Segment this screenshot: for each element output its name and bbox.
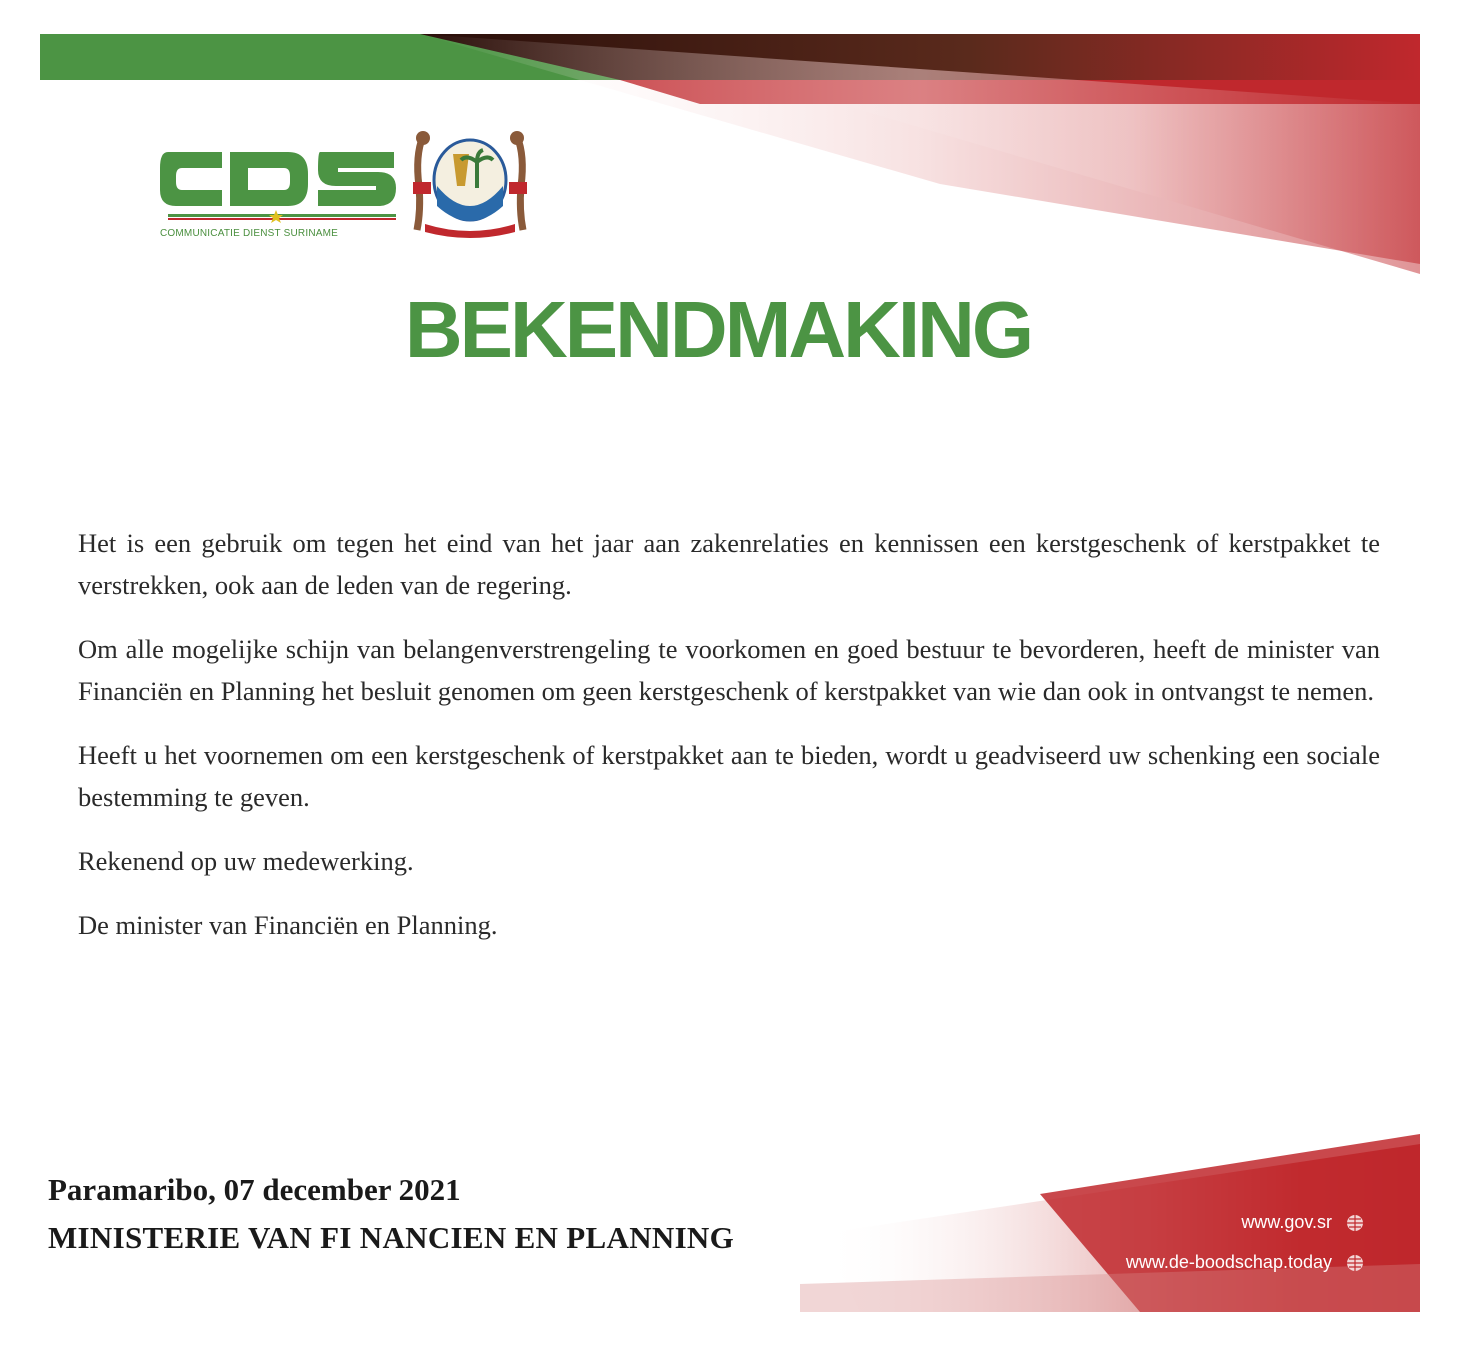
link-label: www.de-boodschap.today: [1125, 1252, 1332, 1272]
paragraph: Heeft u het voornemen om een kerstgeschenk of kerstpakket aan te bieden, wordt u geadviseerd uw schenking een sociale bestemming te geven.: [78, 740, 1380, 812]
coat-of-arms-emblem: [405, 126, 535, 238]
cds-tagline: COMMUNICATIE DIENST SURINAME: [160, 228, 339, 239]
link-de-boodschap[interactable]: [1126, 1252, 1364, 1273]
footer-place-date: Paramaribo, 07 december 2021: [48, 1172, 461, 1207]
globe-icon: [1346, 1254, 1364, 1272]
footer-ministry: MINISTERIE VAN FI NANCIEN EN PLANNING: [48, 1220, 735, 1255]
globe-icon: [1346, 1214, 1364, 1232]
page-title: BEKENDMAKING: [404, 285, 1032, 374]
link-gov-sr[interactable]: [1241, 1212, 1364, 1233]
paragraph: De minister van Financiën en Planning.: [78, 910, 498, 940]
announcement-page: [40, 34, 1420, 1312]
paragraph: Het is een gebruik om tegen het eind van het jaar aan zakenrelaties en kennissen een kerstgeschenk of kerstpakket te verstrekken, ook aan de leden van de regering.: [78, 528, 1380, 600]
link-label: www.gov.sr: [1241, 1212, 1332, 1232]
paragraph: Om alle mogelijke schijn van belangenverstrengeling te voorkomen en goed bestuur te bevorderen, heeft de minister van Financiën en Planning het besluit genomen om geen kerstgeschenk of kerstpakket van wie dan ook in ontvangst te nemen.: [78, 634, 1380, 706]
announcement-body: [78, 522, 1380, 968]
paragraph: Rekenend op uw medewerking.: [78, 846, 414, 876]
